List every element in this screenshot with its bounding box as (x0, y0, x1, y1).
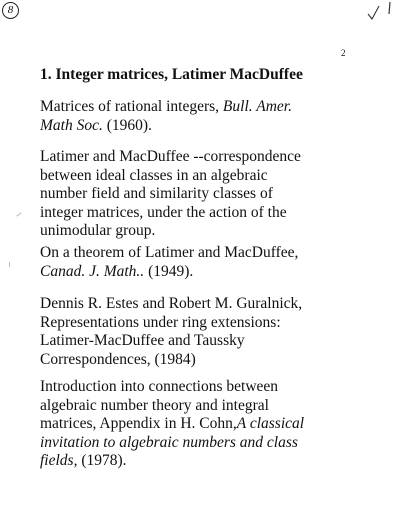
entry-line: number field and similarity classes of (40, 185, 273, 202)
page-number: 2 (341, 48, 346, 58)
entry-theorem-latimer-macduffee (40, 244, 362, 281)
entry-line: Math Soc. (1960). (40, 116, 152, 134)
entry-line: between ideal classes in an algebraic (40, 166, 268, 184)
handwritten-check-icon (366, 0, 396, 22)
entry-estes-guralnick (40, 295, 362, 369)
entry-line: On a theorem of Latimer and MacDuffee, (40, 244, 299, 261)
margin-mark (16, 212, 21, 216)
entry-line: Latimer and MacDuffee --correspondence (40, 148, 301, 165)
entry-line: integer matrices, under the action of the (40, 203, 287, 221)
entry-line: invitation to algebraic numbers and class (40, 433, 298, 451)
entry-line: Representations under ring extensions: (40, 313, 281, 331)
margin-mark (9, 262, 10, 267)
entry-line: matrices, Appendix in H. Cohn,A classical (40, 415, 305, 432)
entry-line: Correspondences, (1984) (40, 350, 196, 368)
entry-line: fields, (1978). (40, 452, 127, 469)
entry-line: Matrices of rational integers, Bull. Amer. (40, 98, 292, 115)
circled-page-marker: 8 (2, 2, 19, 19)
entry-line: Introduction into connections between (40, 378, 279, 395)
entry-line: Dennis R. Estes and Robert M. Guralnick, (40, 295, 303, 312)
entry-line: Canad. J. Math.. (1949). (40, 262, 194, 280)
section-heading: 1. Integer matrices, Latimer MacDuffee (40, 66, 303, 83)
entry-latimer-correspondence (40, 148, 362, 241)
entry-line: Latimer-MacDuffee and Taussky (40, 332, 245, 349)
entry-introduction-connections (40, 378, 362, 471)
entry-matrices-rational-integers (40, 98, 362, 135)
entry-line: unimodular group. (40, 222, 156, 239)
entry-line: algebraic number theory and integral (40, 396, 269, 414)
